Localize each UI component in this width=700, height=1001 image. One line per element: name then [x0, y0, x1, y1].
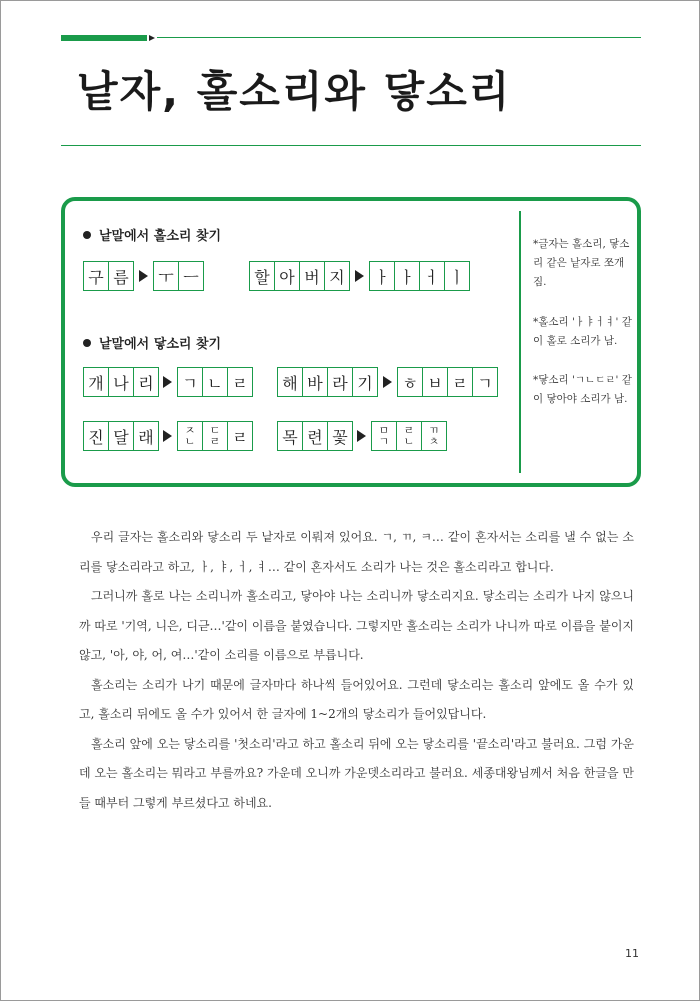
consonant-cell: ㅎ	[397, 367, 422, 397]
arrow-right-icon	[383, 376, 392, 388]
title-rule	[61, 145, 641, 146]
word-cell: 할	[249, 261, 274, 291]
bullet-icon	[83, 339, 91, 347]
bullet-icon	[83, 231, 91, 239]
vowel-cell: ㅣ	[444, 261, 470, 291]
example-box	[61, 197, 641, 487]
vowel-grid-gureum	[153, 261, 204, 291]
consonant-final: ㅊ	[428, 435, 440, 448]
paragraph: 홀소리는 소리가 나기 때문에 글자마다 하나씩 들어있어요. 그런데 닿소리는 홀소리 앞에도 올 수가 있고, 홀소리 뒤에도 올 수가 있어서 한 글자에 1~2개의 닿소리가 들어있답니다.	[79, 677, 634, 721]
word-grid-jindallae	[83, 421, 159, 451]
arrow-right-icon	[355, 270, 364, 282]
paragraph: 우리 글자는 홀소리와 닿소리 두 낱자로 이뤄져 있어요. ㄱ, ㄲ, ㅋ… 같이 혼자서는 소리를 낼 수 없는 소리를 닿소리라고 하고, ㅏ, ㅑ, ㅓ, ㅕ… 같이 혼자서도 소리가 나는 것은 홀소리라고 합니다.	[79, 530, 634, 574]
word-cell: 라	[327, 367, 352, 397]
vowel-cell: ㅜ	[153, 261, 178, 291]
consonant-final: ㄱ	[378, 435, 390, 448]
consonant-cell: ㄱ	[472, 367, 498, 397]
arrow-right-icon	[163, 430, 172, 442]
consonant-cell	[421, 421, 447, 451]
page-title: 낱자, 홀소리와 닿소리	[77, 67, 512, 116]
word-grid-gaenari	[83, 367, 159, 397]
top-rule-line	[157, 37, 641, 38]
consonant-grid-gaenari	[177, 367, 253, 397]
word-cell: 꽃	[327, 421, 353, 451]
section2-heading	[83, 333, 221, 352]
consonant-final: ㄴ	[403, 435, 415, 448]
consonant-initial: ㅁ	[378, 424, 390, 437]
consonant-grid-haebaragi	[397, 367, 498, 397]
word-cell: 달	[108, 421, 133, 451]
vowel-cell: ㅡ	[178, 261, 204, 291]
consonant-final: ㄹ	[209, 435, 221, 448]
consonant-cell: ㅂ	[422, 367, 447, 397]
section2-heading-text: 낱말에서 닿소리 찾기	[99, 337, 222, 352]
word-grid-haebaragi	[277, 367, 378, 397]
word-grid-mongnyeon	[277, 421, 353, 451]
consonant-initial: ㄷ	[209, 424, 221, 437]
word-cell: 아	[274, 261, 299, 291]
paragraph: 그러니까 홀로 나는 소리니까 홀소리고, 닿아야 나는 소리니까 닿소리지요. 닿소리는 소리가 나지 않으니까 따로 '기역, 니은, 디귿…'같이 이름을 붙였습니다. 그렇지만 홀소리는 소리가 나니까 따로 이름을 붙이지 않고, '아, 야, 어, 여…'같이 소리를 이름으로 부릅니다.	[79, 589, 634, 662]
word-cell: 구	[83, 261, 108, 291]
word-cell: 름	[108, 261, 134, 291]
word-grid-gureum	[83, 261, 134, 291]
paragraph: 홀소리 앞에 오는 닿소리를 '첫소리'라고 하고 홀소리 뒤에 오는 닿소리를 '끝소리'라고 불러요. 그럼 가운데 오는 홀소리는 뭐라고 부를까요? 가운데 오니까 가운뎃소리라고 불러요. 세종대왕님께서 처음 한글을 만들 때부터 그렇게 부르셨다고 하네요.	[79, 736, 634, 810]
consonant-initial: ㄲ	[428, 424, 440, 437]
vowel-cell: ㅓ	[419, 261, 444, 291]
consonant-grid-mongnyeon	[371, 421, 447, 451]
top-rule	[61, 35, 641, 41]
section1-heading-text: 낱말에서 홀소리 찾기	[99, 229, 222, 244]
word-cell: 리	[133, 367, 159, 397]
consonant-initial: ㄹ	[403, 424, 415, 437]
top-rule-triangle	[149, 35, 155, 41]
arrow-right-icon	[163, 376, 172, 388]
consonant-cell: ㄹ	[227, 421, 253, 451]
word-cell: 기	[352, 367, 378, 397]
top-rule-bar	[61, 35, 147, 41]
vowel-grid-harabeoji	[369, 261, 470, 291]
word-cell: 련	[302, 421, 327, 451]
side-note: *닿소리 'ㄱㄴㄷㄹ' 같이 닿아야 소리가 남.	[533, 374, 632, 405]
word-cell: 버	[299, 261, 324, 291]
word-cell: 개	[83, 367, 108, 397]
consonant-cell	[371, 421, 396, 451]
consonant-cell: ㄴ	[202, 367, 227, 397]
word-cell: 해	[277, 367, 302, 397]
word-cell: 바	[302, 367, 327, 397]
word-cell: 진	[83, 421, 108, 451]
word-cell: 지	[324, 261, 350, 291]
consonant-cell: ㄹ	[227, 367, 253, 397]
consonant-cell	[396, 421, 421, 451]
side-note: *글자는 홀소리, 닿소리 같은 낱자로 쪼개짐.	[533, 238, 630, 288]
vowel-cell: ㅏ	[394, 261, 419, 291]
consonant-final: ㄴ	[184, 435, 196, 448]
consonant-cell: ㄹ	[447, 367, 472, 397]
page-number: 11	[625, 947, 639, 960]
word-grid-harabeoji	[249, 261, 350, 291]
word-cell: 나	[108, 367, 133, 397]
consonant-initial: ㅈ	[184, 424, 196, 437]
vowel-cell: ㅏ	[369, 261, 394, 291]
consonant-grid-jindallae	[177, 421, 253, 451]
word-cell: 래	[133, 421, 159, 451]
body-text	[79, 523, 634, 818]
consonant-cell	[202, 421, 227, 451]
arrow-right-icon	[139, 270, 148, 282]
side-note: *홀소리 'ㅏㅑㅓㅕ' 같이 홀로 소리가 남.	[533, 316, 632, 347]
box-divider	[519, 211, 521, 473]
arrow-right-icon	[357, 430, 366, 442]
word-cell: 목	[277, 421, 302, 451]
consonant-cell	[177, 421, 202, 451]
consonant-cell: ㄱ	[177, 367, 202, 397]
section1-heading	[83, 225, 221, 244]
